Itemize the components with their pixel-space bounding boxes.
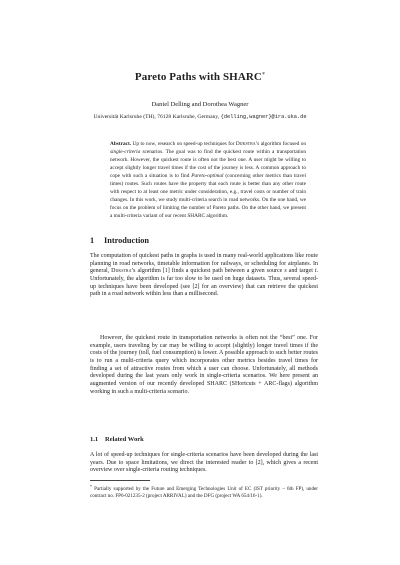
abstract: [110, 141, 306, 221]
intro-p1-target: t: [314, 268, 317, 275]
footnote: [90, 484, 318, 500]
intro-paragraph-2: However, the quickest route in transportation networks is often not the “best” one. For example, users traveling by car may be willing to accept (slightly) longer travel times if the costs of the journey (toll, fuel consumption) is lower. A possible approach to such better routes is to run a multi-criteria query which incorporates other metrics besides travel times for finding a set of attractive routes from which a user can choose. Unfortunately, all methods developed during the last years only work in single-criteria scenarios. We here present an augmented version of our recently developed SHARC (SHortcuts + ARC-flags) algorithm working in such a multi-criteria scenario.: [90, 335, 318, 395]
footnote-text: Partially supported by the Future and Emerging Technologies Unit of EC (IST priority – 6th FP), under contract no. FP6-021235-2 (project ARRIVAL) and the DFG (project WA 654/16-1).: [90, 486, 318, 499]
section-number: 1: [90, 236, 95, 245]
intro-p1-text-b: ’s algorithm [1] finds a quickest path between a given source: [131, 268, 283, 275]
title-text: Pareto Paths with SHARC: [134, 71, 262, 83]
abstract-dijkstra: Dijkstra: [235, 141, 256, 147]
abstract-text-2: ’s algorithm focused on: [255, 141, 306, 147]
section-heading-introduction: [90, 236, 149, 245]
intro-p1-text-d: . Unfortunately, the algorithm is far too slow to be used on huge datasets. Thus, several speed-up techniques have been developed (see [2] for an overview) that can retrieve the quickest path in a road network within less than a millisecond.: [90, 268, 319, 298]
paper-title: [0, 71, 400, 83]
intro-p1-text-a: The computation of quickest paths in graphs is used in many real-world applications like route planning in road networks, timetable information for railways, or scheduling for airplanes. In general,: [90, 253, 318, 275]
title-footnote-mark: *: [261, 72, 266, 78]
abstract-single-criteria: single-criteria: [110, 148, 141, 155]
intro-p1-dijkstra: Dijkstra: [111, 268, 132, 275]
footnote-mark: *: [90, 484, 92, 489]
subsection-title: Related Work: [105, 436, 144, 443]
subsection-number: 1.1: [90, 436, 99, 443]
affiliation: [0, 114, 400, 120]
abstract-text-3: scenarios. The goal was to find the quickest route within a transportation network. However, the quickest route is often not the best one. A user might be willing to accept slightly longer travel times if the cost of the journey is less. A common approach to cope with such a situation is to find: [110, 148, 307, 179]
related-work-paragraph: A lot of speed-up techniques for single-criteria scenarios have been developed during the last years. Due to space limitations, we direct the interested reader to [2], which gives a recent overview over single-criteria routing techniques.: [90, 452, 318, 474]
abstract-text-4: (concerning other metrics than travel times) routes. Such routes have the property that each route is better than any other route with respect to at least one metric under consideration, e.g., travel costs or number of train changes. In this work, we study multi-criteria search in road networks. On the one hand, we focus on the problem of limiting the number of Pareto paths. On the other hand, we present a multi-criteria variant of our recent SHARC algorithm.: [110, 172, 306, 219]
author-email: {delling,wagner}@ira.uka.de: [220, 114, 307, 120]
section-title: Introduction: [104, 236, 150, 245]
abstract-pareto-optimal: Pareto-optimal: [191, 172, 224, 179]
abstract-label: Abstract.: [110, 141, 132, 147]
subsection-heading-related-work: [90, 436, 144, 443]
footnote-rule: [90, 480, 150, 481]
intro-paragraph-1: [90, 253, 318, 299]
abstract-text-1: Up to now, research on speed-up techniques for: [132, 141, 235, 147]
author-list: Daniel Delling and Dorothea Wagner: [151, 101, 249, 108]
affiliation-text: Universität Karlsruhe (TH), 76128 Karlsruhe, Germany,: [93, 114, 221, 120]
intro-p1-source: s: [284, 268, 287, 275]
intro-p1-text-c: and target: [288, 268, 313, 275]
